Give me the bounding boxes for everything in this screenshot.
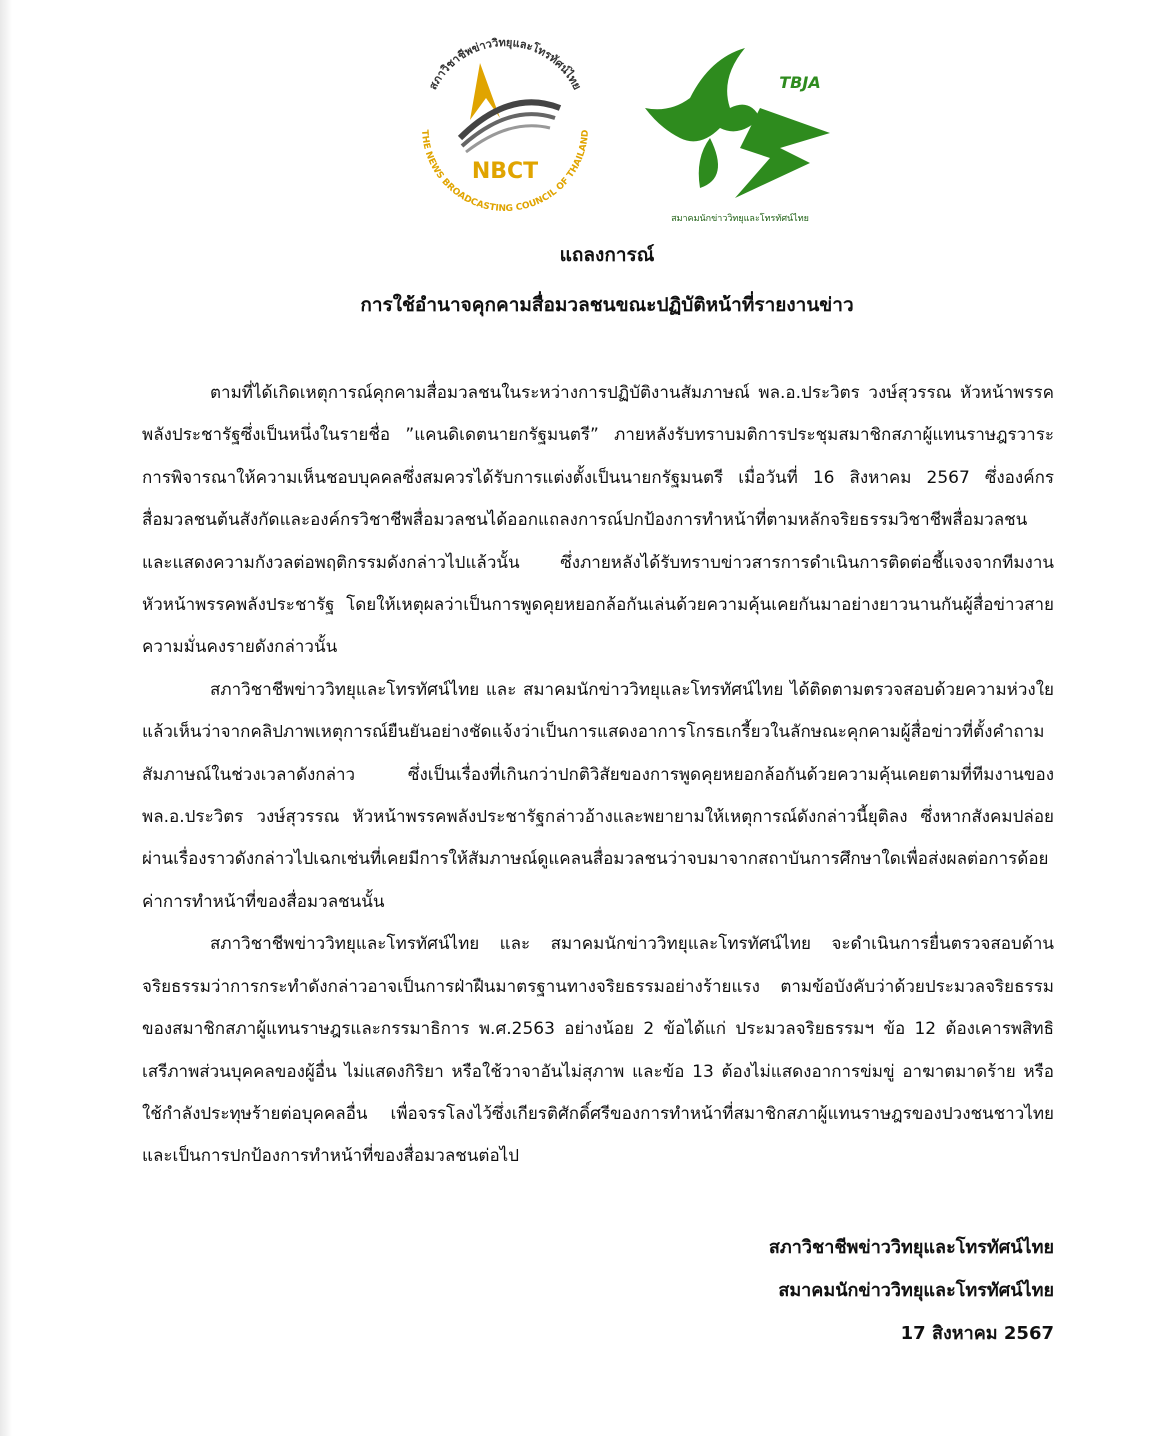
nbct-logo [400, 18, 610, 228]
paragraph-1: ตามที่ได้เกิดเหตุการณ์คุกคามสื่อมวลชนในระหว่างการปฏิบัติงานสัมภาษณ์ พล.อ.ประวิตร วงษ์สุวรรณ หัวหน้าพรรคพลังประชารัฐซึ่งเป็นหนึ่งในรายชื่อ ”แคนดิเดตนายกรัฐมนตรี” ภายหลังรับทราบมติการประชุมสมาชิกสภาผู้แทนราษฎรวาระการพิจารณาให้ความเห็นชอบบุคคลซึ่งสมควรได้รับการแต่งตั้งเป็นนายกรัฐมนตรี เมื่อวันที่ 16 สิงหาคม 2567 ซึ่งองค์กรสื่อมวลชนต้นสังกัดและองค์กรวิชาชีพสื่อมวลชนได้ออกแถลงการณ์ปกป้องการทำหน้าที่ตามหลักจริยธรรมวิชาชีพสื่อมวลชน และแสดงความกังวลต่อพฤติกรรมดังกล่าวไปแล้วนั้น ซึ่งภายหลังได้รับทราบข่าวสารการดำเนินการติดต่อชี้แจงจากทีมงานหัวหน้าพรรคพลังประชารัฐ โดยให้เหตุผลว่าเป็นการพูดคุยหยอกล้อกันเล่นด้วยความคุ้นเคยกันมาอย่างยาวนานกันผู้สื่อข่าวสายความมั่นคงรายดังกล่าวนั้น [142, 383, 1054, 658]
nbct-arc-english: THE NEWS BROADCASTING COUNCIL OF THAILAND [418, 129, 592, 215]
header-logos [400, 18, 840, 228]
svg-text:สภาวิชาชีพข่าววิทยุและโทรทัศน์ [426, 36, 584, 92]
page-edge-shadow [0, 0, 12, 1436]
nbct-arc-thai: สภาวิชาชีพข่าววิทยุและโทรทัศน์ไทย [426, 35, 584, 92]
signature-date: 17 สิงหาคม 2567 [900, 1323, 1054, 1344]
signature-org-2: สมาคมนักข่าววิทยุและโทรทัศน์ไทย [778, 1280, 1054, 1301]
tbja-acronym: TBJA [779, 73, 821, 92]
paragraph-2: สภาวิชาชีพข่าววิทยุและโทรทัศน์ไทย และ สมาคมนักข่าววิทยุและโทรทัศน์ไทย ได้ติดตามตรวจสอบด้วยความห่วงใยแล้วเห็นว่าจากคลิปภาพเหตุการณ์ยืนยันอย่างชัดแจ้งว่าเป็นการแสดงอาการโกรธเกรี้ยวในลักษณะคุกคามผู้สื่อข่าวที่ตั้งคำถามสัมภาษณ์ในช่วงเวลาดังกล่าว ซึ่งเป็นเรื่องที่เกินกว่าปกติวิสัยของการพูดคุยหยอกล้อกันด้วยความคุ้นเคยตามที่ทีมงานของ พล.อ.ประวิตร วงษ์สุวรรณ หัวหน้าพรรคพลังประชารัฐกล่าวอ้างและพยายามให้เหตุการณ์ดังกล่าวนี้ยุติลง ซึ่งหากสังคมปล่อยผ่านเรื่องราวดังกล่าวไปเฉกเช่นที่เคยมีการให้สัมภาษณ์ดูแคลนสื่อมวลชนว่าจบมาจากสถาบันการศึกษาใดเพื่อส่งผลต่อการด้อยค่าการทำหน้าที่ของสื่อมวลชนนั้น [142, 679, 1054, 912]
document-title: การใช้อำนาจคุกคามสื่อมวลชนขณะปฏิบัติหน้าที่รายงานข่าว [360, 294, 854, 316]
statement-body [142, 372, 1054, 1178]
paragraph-3: สภาวิชาชีพข่าววิทยุและโทรทัศน์ไทย และ สมาคมนักข่าววิทยุและโทรทัศน์ไทย จะดำเนินการยื่นตรวจสอบด้านจริยธรรมว่าการกระทำดังกล่าวอาจเป็นการฝ่าฝืนมาตรฐานทางจริยธรรมอย่างร้ายแรง ตามข้อบังคับว่าด้วยประมวลจริยธรรมของสมาชิกสภาผู้แทนราษฎรและกรรมาธิการ พ.ศ.2563 อย่างน้อย 2 ข้อได้แก่ ประมวลจริยธรรมฯ ข้อ 12 ต้องเคารพสิทธิ เสรีภาพส่วนบุคคลของผู้อื่น ไม่แสดงกิริยา หรือใช้วาจาอันไม่สุภาพ และข้อ 13 ต้องไม่แสดงอาการข่มขู่ อาฆาตมาดร้าย หรือใช้กำลังประทุษร้ายต่อบุคคลอื่น เพื่อจรรโลงไว้ซึ่งเกียรติศักดิ์ศรีของการทำหน้าที่สมาชิกสภาผู้แทนราษฎรของปวงชนชาวไทย และเป็นการปกป้องการทำหน้าที่ของสื่อมวลชนต่อไป [142, 934, 1054, 1167]
tbja-logo [640, 38, 840, 228]
tbja-caption: สมาคมนักข่าววิทยุและโทรทัศน์ไทย [671, 214, 809, 224]
signature-org-1: สภาวิชาชีพข่าววิทยุและโทรทัศน์ไทย [768, 1237, 1054, 1258]
document-label: แถลงการณ์ [559, 244, 655, 266]
nbct-acronym: NBCT [471, 159, 539, 184]
